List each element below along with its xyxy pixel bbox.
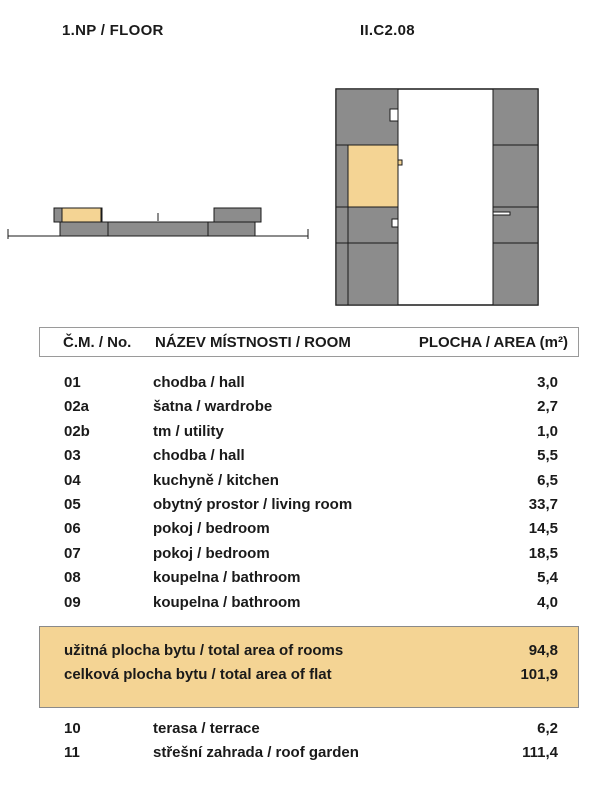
room-area: 2,7 <box>537 398 558 416</box>
room-name: pokoj / bedroom <box>153 544 270 562</box>
room-name: pokoj / bedroom <box>153 520 270 538</box>
room-area: 5,4 <box>537 569 558 587</box>
plan-block-top-left <box>336 89 398 145</box>
table-row <box>0 567 600 591</box>
total-row <box>40 666 578 690</box>
room-name: koupelna / bathroom <box>153 569 301 587</box>
room-area: 111,4 <box>522 744 558 762</box>
table-row <box>0 445 600 469</box>
room-name: koupelna / bathroom <box>153 593 301 611</box>
room-number: 11 <box>64 744 80 762</box>
room-area: 14,5 <box>528 520 558 538</box>
plan-block-bottom-right <box>493 243 538 305</box>
total-value: 101,9 <box>520 666 558 683</box>
plan-wall-left <box>336 145 348 207</box>
room-name: terasa / terrace <box>153 720 260 737</box>
total-label: celková plocha bytu / total area of flat <box>64 666 332 683</box>
table-row <box>0 718 600 742</box>
highlighted-unit-plan <box>348 145 402 207</box>
room-name: chodba / hall <box>153 447 245 465</box>
room-number: 09 <box>64 593 81 611</box>
room-name: obytný prostor / living room <box>153 495 353 513</box>
table-row <box>0 372 600 396</box>
plan-block-mid-left <box>348 207 398 243</box>
total-label: užitná plocha bytu / total area of rooms <box>64 642 344 659</box>
table-row <box>0 518 600 542</box>
floor-label: 1.NP / FLOOR <box>62 22 164 39</box>
room-number: 02b <box>64 422 90 440</box>
table-row <box>0 396 600 420</box>
room-number: 06 <box>64 520 81 538</box>
room-area: 3,0 <box>537 374 558 391</box>
plan-block-mid-left-edge <box>336 207 348 243</box>
room-number: 07 <box>64 544 81 562</box>
plan-block-top-right <box>493 89 538 145</box>
table-row <box>0 592 600 616</box>
totals-box <box>39 626 579 708</box>
header-room: NÁZEV MÍSTNOSTI / ROOM <box>155 334 351 351</box>
table-row <box>0 470 600 494</box>
lower-block-1 <box>60 222 108 236</box>
total-row <box>40 642 578 666</box>
plan-block-mid-right <box>493 145 538 207</box>
table-row <box>0 742 600 766</box>
room-area: 18,5 <box>528 544 558 562</box>
room-area: 33,7 <box>528 495 558 513</box>
room-name: chodba / hall <box>153 374 245 391</box>
outdoor-list <box>0 718 600 767</box>
table-row <box>0 421 600 445</box>
room-name: střešní zahrada / roof garden <box>153 744 359 762</box>
room-number: 08 <box>64 569 81 587</box>
header-area: PLOCHA / AREA (m²) <box>418 334 568 351</box>
lower-block-3 <box>208 222 255 236</box>
upper-block-right <box>214 208 261 222</box>
plan-wall-lower-left <box>336 243 348 305</box>
room-area: 6,5 <box>537 471 558 489</box>
room-number: 01 <box>64 374 81 391</box>
table-row <box>0 543 600 567</box>
header-number: Č.M. / No. <box>63 334 132 351</box>
room-area: 1,0 <box>537 422 558 440</box>
room-name: tm / utility <box>153 422 224 440</box>
room-area: 5,5 <box>537 447 558 465</box>
room-number: 02a <box>64 398 90 416</box>
room-area: 6,2 <box>537 720 558 737</box>
table-header <box>39 327 579 357</box>
room-number: 05 <box>64 495 81 513</box>
table-row <box>0 494 600 518</box>
plan-block-mid-right-2 <box>493 207 538 243</box>
room-area: 4,0 <box>537 593 558 611</box>
highlighted-unit-section <box>62 208 101 222</box>
plan-block-bottom-left <box>348 243 398 305</box>
room-name: kuchyně / kitchen <box>153 471 279 489</box>
section-diagram <box>0 195 320 250</box>
room-number: 10 <box>64 720 81 737</box>
room-number: 03 <box>64 447 81 465</box>
room-list <box>0 372 600 616</box>
floor-plan-diagram <box>330 85 550 310</box>
unit-code: II.C2.08 <box>360 22 415 39</box>
room-name: šatna / wardrobe <box>153 398 273 416</box>
lower-block-2 <box>108 222 208 236</box>
room-number: 04 <box>64 471 81 489</box>
total-value: 94,8 <box>528 642 558 659</box>
